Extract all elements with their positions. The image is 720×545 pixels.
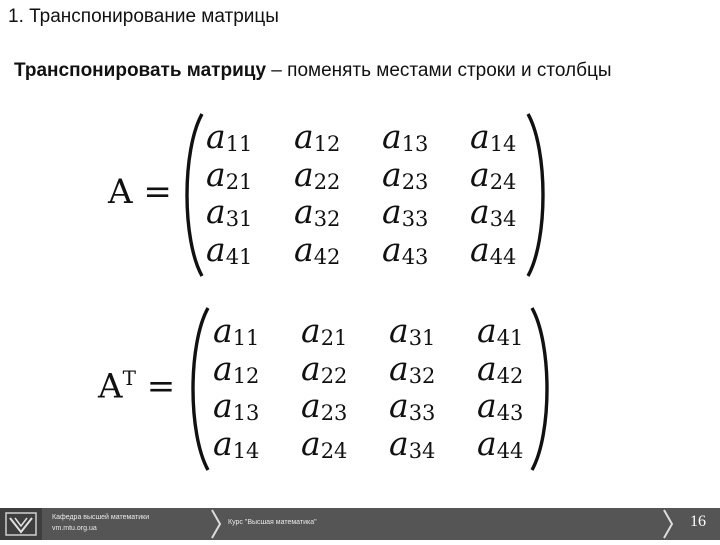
element-index: 31: [225, 207, 253, 231]
matrix-element: [389, 312, 477, 350]
element-base: a: [382, 192, 402, 231]
element-index: 13: [232, 401, 260, 425]
matrix-at-equals: =: [135, 366, 176, 407]
matrix-element: [301, 350, 389, 388]
element-index: 43: [496, 401, 524, 425]
footer-separator-2: [662, 508, 674, 540]
matrix-element: [294, 118, 382, 156]
element-index: 11: [232, 326, 260, 350]
element-base: a: [470, 154, 490, 194]
matrix-element: [213, 387, 301, 425]
element-base: a: [477, 348, 497, 388]
element-index: 34: [489, 207, 517, 231]
element-base: a: [301, 311, 321, 350]
element-index: 21: [225, 169, 253, 194]
element-base: a: [213, 386, 233, 425]
matrix-element: [301, 425, 389, 463]
matrix-element: [206, 231, 294, 269]
element-base: a: [389, 348, 409, 388]
matrix-element: [213, 312, 301, 350]
footer-bar: [0, 508, 720, 540]
matrix-element: [206, 156, 294, 194]
definition-term: Транспонировать матрицу: [14, 60, 267, 81]
element-base: a: [301, 423, 321, 463]
element-base: a: [389, 311, 409, 350]
element-base: a: [382, 229, 402, 269]
matrix-element: [294, 231, 382, 269]
element-index: 42: [496, 363, 524, 388]
element-base: a: [382, 117, 402, 156]
matrix-a-block: [0, 110, 720, 280]
element-base: a: [389, 386, 409, 425]
element-base: a: [301, 386, 321, 425]
footer-course: Курс "Высшая математика": [228, 519, 317, 526]
element-index: 32: [408, 363, 436, 388]
matrix-element: [382, 156, 470, 194]
matrix-element: [206, 193, 294, 231]
definition-rest: – поменять местами строки и столбцы: [266, 60, 612, 81]
definition-text: [14, 60, 612, 82]
element-base: a: [213, 423, 233, 463]
matrix-element: [213, 350, 301, 388]
element-index: 22: [320, 363, 348, 388]
logo-icon: [0, 508, 42, 540]
element-index: 43: [401, 244, 429, 269]
matrix-element: [382, 231, 470, 269]
matrix-element: [389, 425, 477, 463]
page-number: 16: [690, 513, 706, 530]
element-base: a: [389, 423, 409, 463]
element-index: 41: [496, 326, 524, 350]
footer-website: vm.mtu.org.ua: [52, 525, 97, 532]
element-base: a: [206, 192, 226, 231]
matrix-at-name-base: A: [98, 366, 123, 407]
matrix-at-name: [98, 366, 175, 406]
element-index: 13: [401, 132, 429, 156]
matrix-element: [294, 193, 382, 231]
element-index: 14: [489, 132, 517, 156]
element-index: 23: [401, 169, 429, 194]
element-index: 12: [313, 132, 341, 156]
element-index: 21: [320, 326, 348, 350]
matrix-a-grid: [206, 118, 558, 268]
matrix-at-block: [0, 304, 720, 474]
element-base: a: [206, 117, 226, 156]
element-base: a: [206, 229, 226, 269]
element-index: 11: [225, 132, 253, 156]
element-index: 33: [401, 207, 429, 231]
element-base: a: [213, 348, 233, 388]
matrix-element: [382, 193, 470, 231]
university-logo: [0, 508, 42, 540]
element-base: a: [213, 311, 233, 350]
matrix-a-left-paren: [176, 110, 206, 280]
matrix-element: [301, 387, 389, 425]
element-base: a: [477, 311, 497, 350]
element-base: a: [470, 117, 490, 156]
element-base: a: [382, 154, 402, 194]
element-base: a: [294, 192, 314, 231]
matrix-at-grid: [213, 312, 565, 462]
element-index: 44: [496, 438, 524, 463]
element-base: a: [477, 423, 497, 463]
element-base: a: [206, 154, 226, 194]
element-index: 14: [232, 438, 260, 463]
element-base: a: [477, 386, 497, 425]
element-base: a: [470, 229, 490, 269]
slide-title: 1. Транспонирование матрицы: [8, 6, 279, 27]
element-index: 12: [232, 363, 260, 388]
matrix-element: [206, 118, 294, 156]
element-index: 32: [313, 207, 341, 231]
matrix-a-right-paren: [524, 110, 554, 280]
element-index: 34: [408, 438, 436, 463]
matrix-element: [213, 425, 301, 463]
element-index: 24: [489, 169, 517, 194]
matrix-element: [294, 156, 382, 194]
matrix-element: [389, 350, 477, 388]
matrix-element: [382, 118, 470, 156]
matrix-a-name: A =: [108, 172, 172, 212]
element-base: a: [301, 348, 321, 388]
element-index: 22: [313, 169, 341, 194]
element-base: a: [294, 154, 314, 194]
element-index: 41: [225, 244, 253, 269]
footer-department: [52, 512, 149, 534]
matrix-at-left-paren: [182, 304, 212, 474]
element-base: a: [470, 192, 490, 231]
element-index: 44: [489, 244, 517, 269]
matrix-element: [389, 387, 477, 425]
matrix-at-right-paren: [528, 304, 558, 474]
matrix-at-transpose-mark: T: [122, 366, 136, 390]
footer-department-name: Кафедра высшей математики: [52, 514, 150, 521]
element-base: a: [294, 117, 314, 156]
footer-separator-1: [210, 508, 222, 540]
element-index: 31: [408, 326, 436, 350]
element-index: 24: [320, 438, 348, 463]
element-index: 23: [320, 401, 348, 425]
element-index: 42: [313, 244, 341, 269]
element-index: 33: [408, 401, 436, 425]
matrix-element: [301, 312, 389, 350]
element-base: a: [294, 229, 314, 269]
